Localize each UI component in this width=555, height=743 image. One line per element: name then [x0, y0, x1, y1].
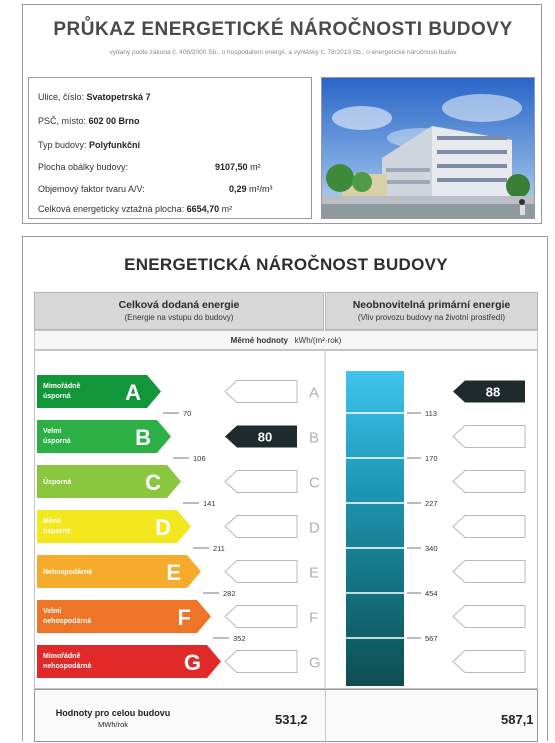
envelope-label: Plocha obálky budovy:	[38, 162, 129, 172]
class-label-E: Nehospodárná	[43, 569, 93, 576]
primary-energy-total: 587,1	[501, 712, 534, 727]
class-marker-C: C	[309, 474, 320, 492]
class-letter-B: B	[135, 425, 151, 450]
right-threshold-5: 567	[425, 634, 438, 643]
empty-indicator-right-E	[453, 561, 525, 583]
street-value: Svatopetrská 7	[86, 92, 151, 102]
class-letter-D: D	[155, 515, 171, 540]
totals-row	[34, 689, 538, 742]
building-photo-image	[322, 78, 535, 219]
city-row	[38, 116, 140, 126]
class-label-A-line2: úsporná	[43, 393, 71, 400]
shape-number: 0,29	[229, 184, 247, 194]
class-label-A: Mimořádně	[43, 383, 81, 390]
right-threshold-4: 454	[425, 589, 438, 598]
street-label: Ulice, číslo:	[38, 92, 85, 102]
building-info-box	[28, 77, 312, 219]
class-letter-C: C	[145, 470, 161, 495]
class-letter-E: E	[166, 560, 181, 585]
street-row	[38, 92, 151, 102]
units-label: Měrné hodnoty	[230, 336, 288, 345]
empty-indicator-right-D	[453, 516, 525, 538]
empty-indicator-left-G	[225, 651, 297, 673]
left-threshold-0: 70	[183, 409, 192, 418]
left-threshold-2: 141	[203, 499, 216, 508]
shape-unit: m²/m³	[249, 184, 273, 194]
class-label-B-line2: úsporná	[43, 438, 71, 445]
delivered-energy-heading	[34, 292, 324, 330]
primary-energy-subtitle: (Vliv provozu budovy na životní prostředí)	[357, 313, 506, 322]
empty-indicator-left-E	[225, 561, 297, 583]
delivered-energy-title: Celková dodaná energie	[118, 299, 240, 311]
class-marker-D: D	[309, 519, 320, 537]
rating-scale-area	[34, 350, 538, 689]
right-threshold-3: 340	[425, 544, 438, 553]
energy-rating-card	[22, 236, 548, 741]
shape-label: Objemový faktor tvaru A/V:	[38, 184, 145, 194]
empty-indicator-left-A	[225, 381, 297, 403]
class-letter-A: A	[125, 380, 141, 405]
class-label-G: Mimořádně	[43, 653, 81, 660]
class-label-G-line2: nehospodárná	[43, 663, 92, 670]
units-value: kWh/(m²·rok)	[294, 336, 342, 345]
certificate-header-card	[22, 4, 542, 224]
envelope-value	[215, 162, 261, 172]
empty-indicator-left-F	[225, 606, 297, 628]
delivered-energy-value: 80	[257, 429, 273, 445]
building-photo	[321, 77, 535, 219]
certificate-title: PRŮKAZ ENERGETICKÉ NÁROČNOSTI BUDOVY	[53, 19, 513, 40]
class-label-D: Méně	[43, 518, 61, 525]
units-row	[34, 330, 538, 350]
class-letter-G: G	[183, 650, 201, 675]
class-marker-E: E	[309, 564, 320, 582]
floor-area-unit: m²	[221, 204, 233, 214]
empty-indicator-right-G	[453, 651, 525, 673]
right-threshold-0: 113	[425, 409, 437, 418]
left-threshold-1: 106	[193, 454, 206, 463]
class-marker-G: G	[309, 654, 321, 672]
class-label-D-line2: úsporná	[43, 528, 71, 535]
floor-area-label: Celková energeticky vztažná plocha:	[38, 204, 185, 214]
empty-indicator-right-B	[453, 426, 525, 448]
class-label-B: Velmi	[43, 428, 62, 435]
left-threshold-3: 211	[213, 544, 225, 553]
class-letter-F: F	[177, 605, 191, 630]
totals-label	[43, 708, 183, 729]
type-label: Typ budovy:	[38, 140, 87, 150]
primary-energy-title: Neobnovitelná primární energie	[352, 299, 511, 311]
class-label-C: Úsporná	[43, 479, 72, 486]
city-label: PSČ, místo:	[38, 116, 87, 126]
empty-indicator-right-F	[453, 606, 525, 628]
class-marker-F: F	[309, 609, 319, 627]
empty-indicator-left-D	[225, 516, 297, 538]
class-label-F-line2: nehospodárná	[43, 618, 92, 625]
city-value: 602 00 Brno	[88, 116, 140, 126]
certificate-subtitle: vydaný podle zákona č. 406/2000 Sb., o hospodaření energií, a vyhlášky č. 78/2013 Sb., o energetické náročnosti budov	[109, 49, 457, 56]
class-marker-A: A	[309, 384, 320, 402]
totals-unit: MWh/rok	[98, 720, 128, 729]
right-threshold-2: 227	[425, 499, 438, 508]
delivered-energy-total: 531,2	[275, 712, 308, 727]
totals-label-text: Hodnoty pro celou budovu	[55, 708, 171, 718]
left-threshold-5: 352	[233, 634, 246, 643]
right-threshold-1: 170	[425, 454, 438, 463]
primary-energy-value: 88	[485, 384, 501, 400]
envelope-unit: m²	[250, 162, 261, 172]
type-value: Polyfunkční	[89, 140, 141, 150]
floor-area-row	[38, 204, 232, 214]
empty-indicator-right-C	[453, 471, 525, 493]
shape-value	[229, 184, 273, 194]
totals-divider	[325, 690, 326, 743]
delivered-energy-subtitle: (Energie na vstupu do budovy)	[124, 313, 234, 322]
class-arrow-A	[37, 375, 161, 408]
class-label-F: Velmi	[43, 608, 62, 615]
floor-area-value: 6654,70	[186, 204, 220, 214]
type-row	[38, 140, 140, 150]
rating-title: ENERGETICKÁ NÁROČNOST BUDOVY	[124, 255, 448, 274]
empty-indicator-left-C	[225, 471, 297, 493]
primary-energy-heading	[325, 292, 538, 330]
envelope-number: 9107,50	[215, 162, 248, 172]
left-threshold-4: 282	[223, 589, 236, 598]
rating-scale-graphic	[35, 351, 539, 690]
class-marker-B: B	[309, 429, 320, 447]
